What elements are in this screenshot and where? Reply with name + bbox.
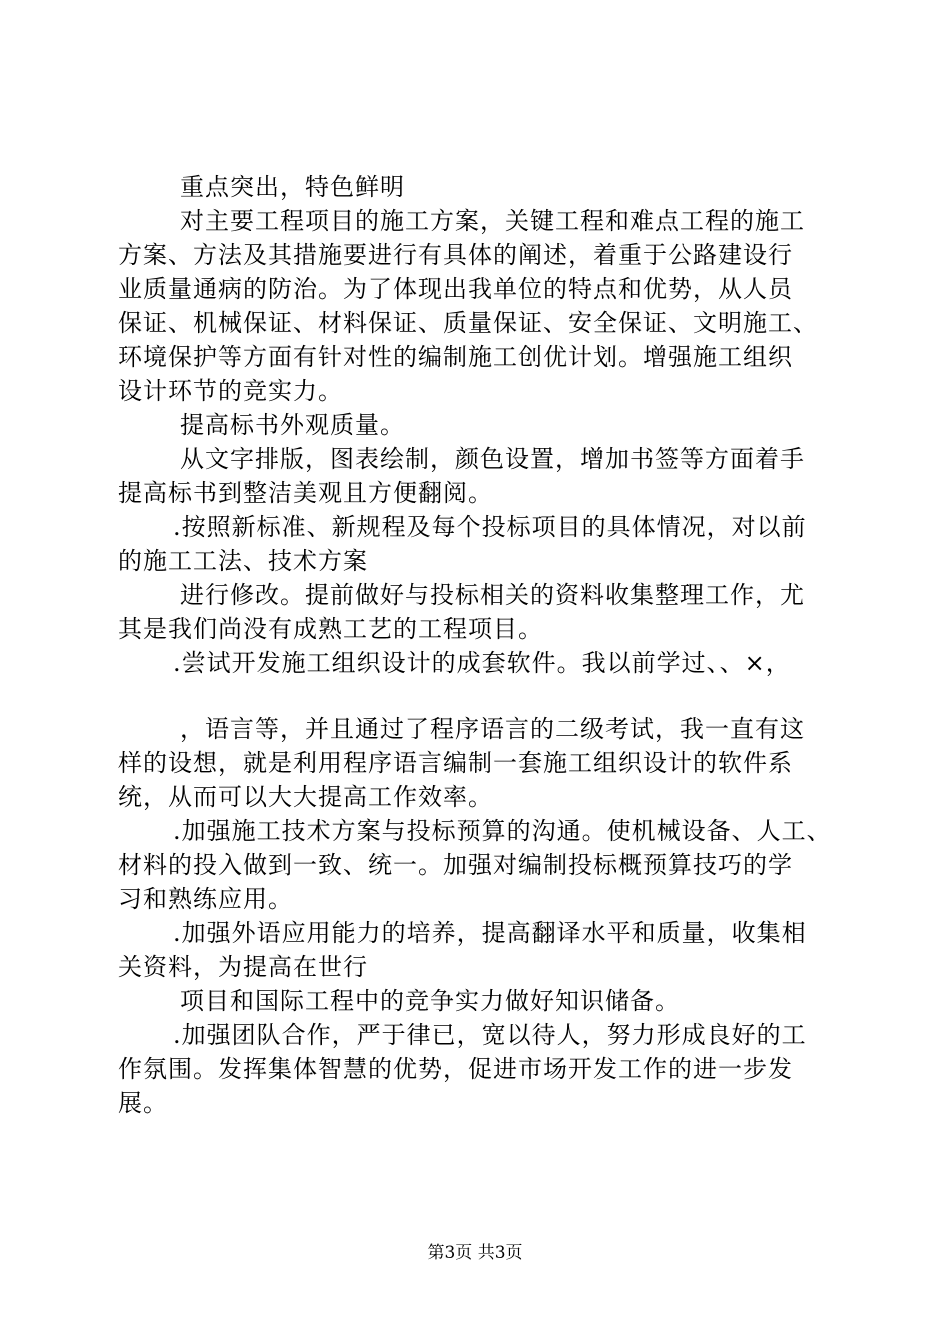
paragraph-line: 关资料，为提高在世行 bbox=[118, 953, 368, 981]
list-item-line: .尝试开发施工组织设计的成套软件。我以前学过、、×， bbox=[173, 649, 791, 677]
paragraph-line: 提高标书到整洁美观且方便翻阅。 bbox=[118, 479, 493, 507]
list-item-line: .加强施工技术方案与投标预算的沟通。使机械设备、人工、 bbox=[173, 817, 832, 845]
paragraph-line: 业质量通病的防治。为了体现出我单位的特点和优势，从人员 bbox=[118, 275, 793, 303]
paragraph-line: 环境保护等方面有针对性的编制施工创优计划。增强施工组织 bbox=[118, 343, 793, 371]
paragraph-line: 进行修改。提前做好与投标相关的资料收集整理工作，尤 bbox=[180, 581, 805, 609]
paragraph-line: 展。 bbox=[118, 1089, 168, 1117]
paragraph-line: 方案、方法及其措施要进行有具体的阐述，着重于公路建设行 bbox=[118, 241, 793, 269]
paragraph-line: 作氛围。发挥集体智慧的优势，促进市场开发工作的进一步发 bbox=[118, 1055, 793, 1083]
paragraph-line: 从文字排版，图表绘制，颜色设置，增加书签等方面着手 bbox=[180, 445, 805, 473]
paragraph-line: 对主要工程项目的施工方案，关键工程和难点工程的施工 bbox=[180, 207, 805, 235]
list-item-line: .加强外语应用能力的培养，提高翻译水平和质量，收集相 bbox=[173, 919, 807, 947]
paragraph-line: 的施工工法、技术方案 bbox=[118, 547, 368, 575]
paragraph-line: 保证、机械保证、材料保证、质量保证、安全保证、文明施工、 bbox=[118, 309, 818, 337]
list-item-line: .按照新标准、新规程及每个投标项目的具体情况，对以前 bbox=[173, 513, 807, 541]
document-body bbox=[118, 170, 838, 1120]
paragraph-line: 其是我们尚没有成熟工艺的工程项目。 bbox=[118, 615, 543, 643]
paragraph-line: ，语言等，并且通过了程序语言的二级考试，我一直有这 bbox=[180, 715, 805, 743]
blank-line bbox=[118, 680, 838, 712]
paragraph-line: 设计环节的竞实力。 bbox=[118, 377, 343, 405]
section-heading: 提高标书外观质量。 bbox=[180, 411, 405, 439]
page-number-footer: 第3页 共3页 bbox=[427, 1243, 523, 1263]
paragraph-line: 项目和国际工程中的竞争实力做好知识储备。 bbox=[180, 987, 680, 1015]
paragraph-line: 样的设想，就是利用程序语言编制一套施工组织设计的软件系 bbox=[118, 749, 793, 777]
paragraph-line: 统，从而可以大大提高工作效率。 bbox=[118, 783, 493, 811]
section-heading: 重点突出，特色鲜明 bbox=[180, 173, 405, 201]
list-item-line: .加强团队合作，严于律已，宽以待人，努力形成良好的工 bbox=[173, 1021, 807, 1049]
paragraph-line: 材料的投入做到一致、统一。加强对编制投标概预算技巧的学 bbox=[118, 851, 793, 879]
paragraph-line: 习和熟练应用。 bbox=[118, 885, 293, 913]
